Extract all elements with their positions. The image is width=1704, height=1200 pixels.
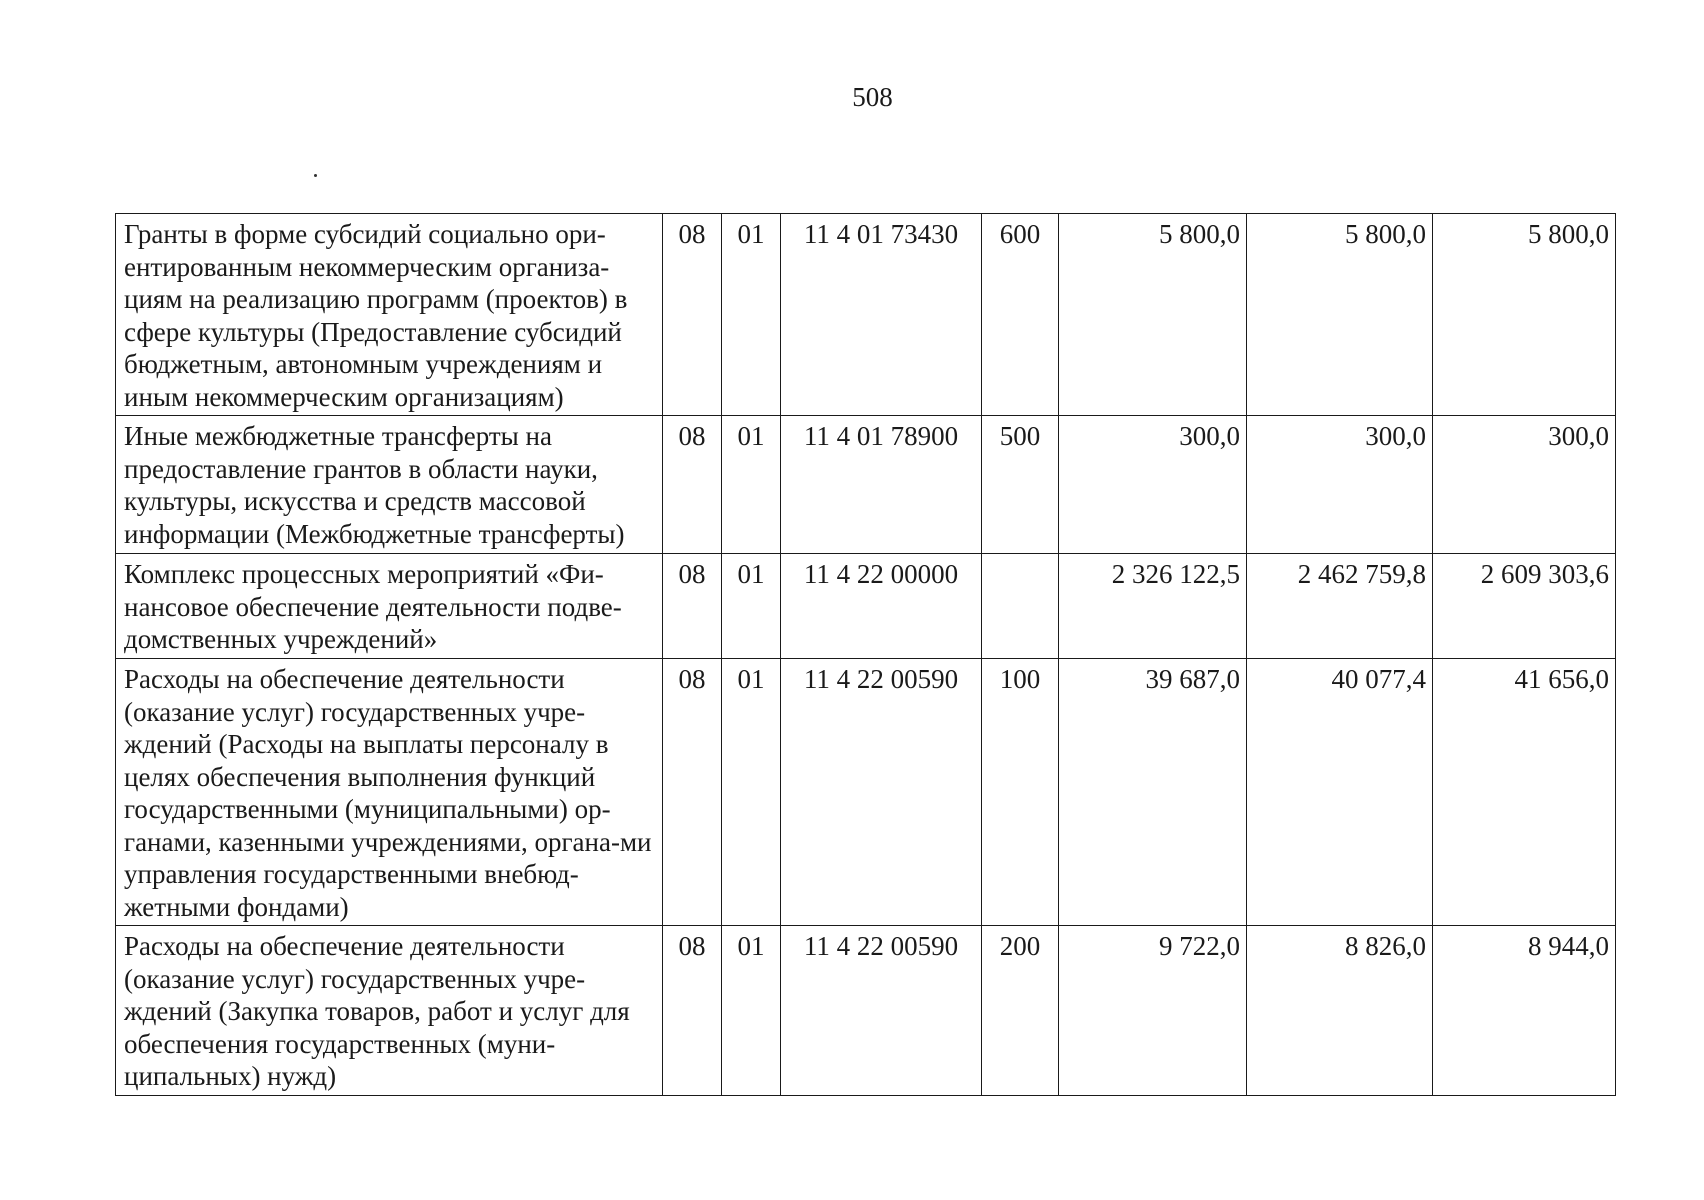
subsection-code-cell: 01 xyxy=(722,926,781,1096)
amount-year3-cell: 8 944,0 xyxy=(1433,926,1616,1096)
amount-year1-cell: 9 722,0 xyxy=(1059,926,1247,1096)
subsection-code-cell: 01 xyxy=(722,214,781,416)
amount-year2-cell: 5 800,0 xyxy=(1247,214,1433,416)
expense-type-cell: 600 xyxy=(982,214,1059,416)
table-row xyxy=(116,659,1616,926)
amount-year3-cell: 5 800,0 xyxy=(1433,214,1616,416)
scan-artifact-dot xyxy=(314,174,317,177)
target-article-cell: 11 4 22 00590 xyxy=(781,926,982,1096)
section-code-cell: 08 xyxy=(663,214,722,416)
expense-type-cell xyxy=(982,554,1059,659)
section-code-cell: 08 xyxy=(663,554,722,659)
section-code-cell: 08 xyxy=(663,416,722,554)
expense-type-cell: 200 xyxy=(982,926,1059,1096)
expense-name-cell: Расходы на обеспечение деятельности (оказание услуг) государственных учре-ждений (Расходы на выплаты персоналу в целях обеспечения выполнения функций государственными (муниципальными) ор-ганами, казенными учреждениями, органа-ми управления государственными внебюд-жетными фондами) xyxy=(116,659,663,926)
target-article-cell: 11 4 22 00590 xyxy=(781,659,982,926)
subsection-code-cell: 01 xyxy=(722,659,781,926)
expense-type-cell: 500 xyxy=(982,416,1059,554)
amount-year1-cell: 300,0 xyxy=(1059,416,1247,554)
amount-year3-cell: 2 609 303,6 xyxy=(1433,554,1616,659)
subsection-code-cell: 01 xyxy=(722,554,781,659)
amount-year3-cell: 41 656,0 xyxy=(1433,659,1616,926)
table-row xyxy=(116,926,1616,1096)
budget-table xyxy=(115,213,1616,1096)
target-article-cell: 11 4 01 78900 xyxy=(781,416,982,554)
expense-name-cell: Комплекс процессных мероприятий «Фи-нансовое обеспечение деятельности подве-домственных учреждений» xyxy=(116,554,663,659)
table-row xyxy=(116,214,1616,416)
table-row xyxy=(116,416,1616,554)
page-number: 508 xyxy=(852,82,893,112)
section-code-cell: 08 xyxy=(663,659,722,926)
section-code-cell: 08 xyxy=(663,926,722,1096)
expense-name-cell: Расходы на обеспечение деятельности (оказание услуг) государственных учре-ждений (Закупка товаров, работ и услуг для обеспечения государственных (муни-ципальных) нужд) xyxy=(116,926,663,1096)
target-article-cell: 11 4 01 73430 xyxy=(781,214,982,416)
expense-name-cell: Гранты в форме субсидий социально ори-ентированным некоммерческим организа-циям на реализацию программ (проектов) в сфере культуры (Предоставление субсидий бюджетным, автономным учреждениям и иным некоммерческим организациям) xyxy=(116,214,663,416)
amount-year1-cell: 2 326 122,5 xyxy=(1059,554,1247,659)
subsection-code-cell: 01 xyxy=(722,416,781,554)
amount-year2-cell: 2 462 759,8 xyxy=(1247,554,1433,659)
amount-year2-cell: 8 826,0 xyxy=(1247,926,1433,1096)
table-row xyxy=(116,554,1616,659)
expense-type-cell: 100 xyxy=(982,659,1059,926)
expense-name-cell: Иные межбюджетные трансферты на предоставление грантов в области науки, культуры, искусства и средств массовой информации (Межбюджетные трансферты) xyxy=(116,416,663,554)
amount-year2-cell: 40 077,4 xyxy=(1247,659,1433,926)
amount-year2-cell: 300,0 xyxy=(1247,416,1433,554)
target-article-cell: 11 4 22 00000 xyxy=(781,554,982,659)
amount-year3-cell: 300,0 xyxy=(1433,416,1616,554)
amount-year1-cell: 5 800,0 xyxy=(1059,214,1247,416)
amount-year1-cell: 39 687,0 xyxy=(1059,659,1247,926)
